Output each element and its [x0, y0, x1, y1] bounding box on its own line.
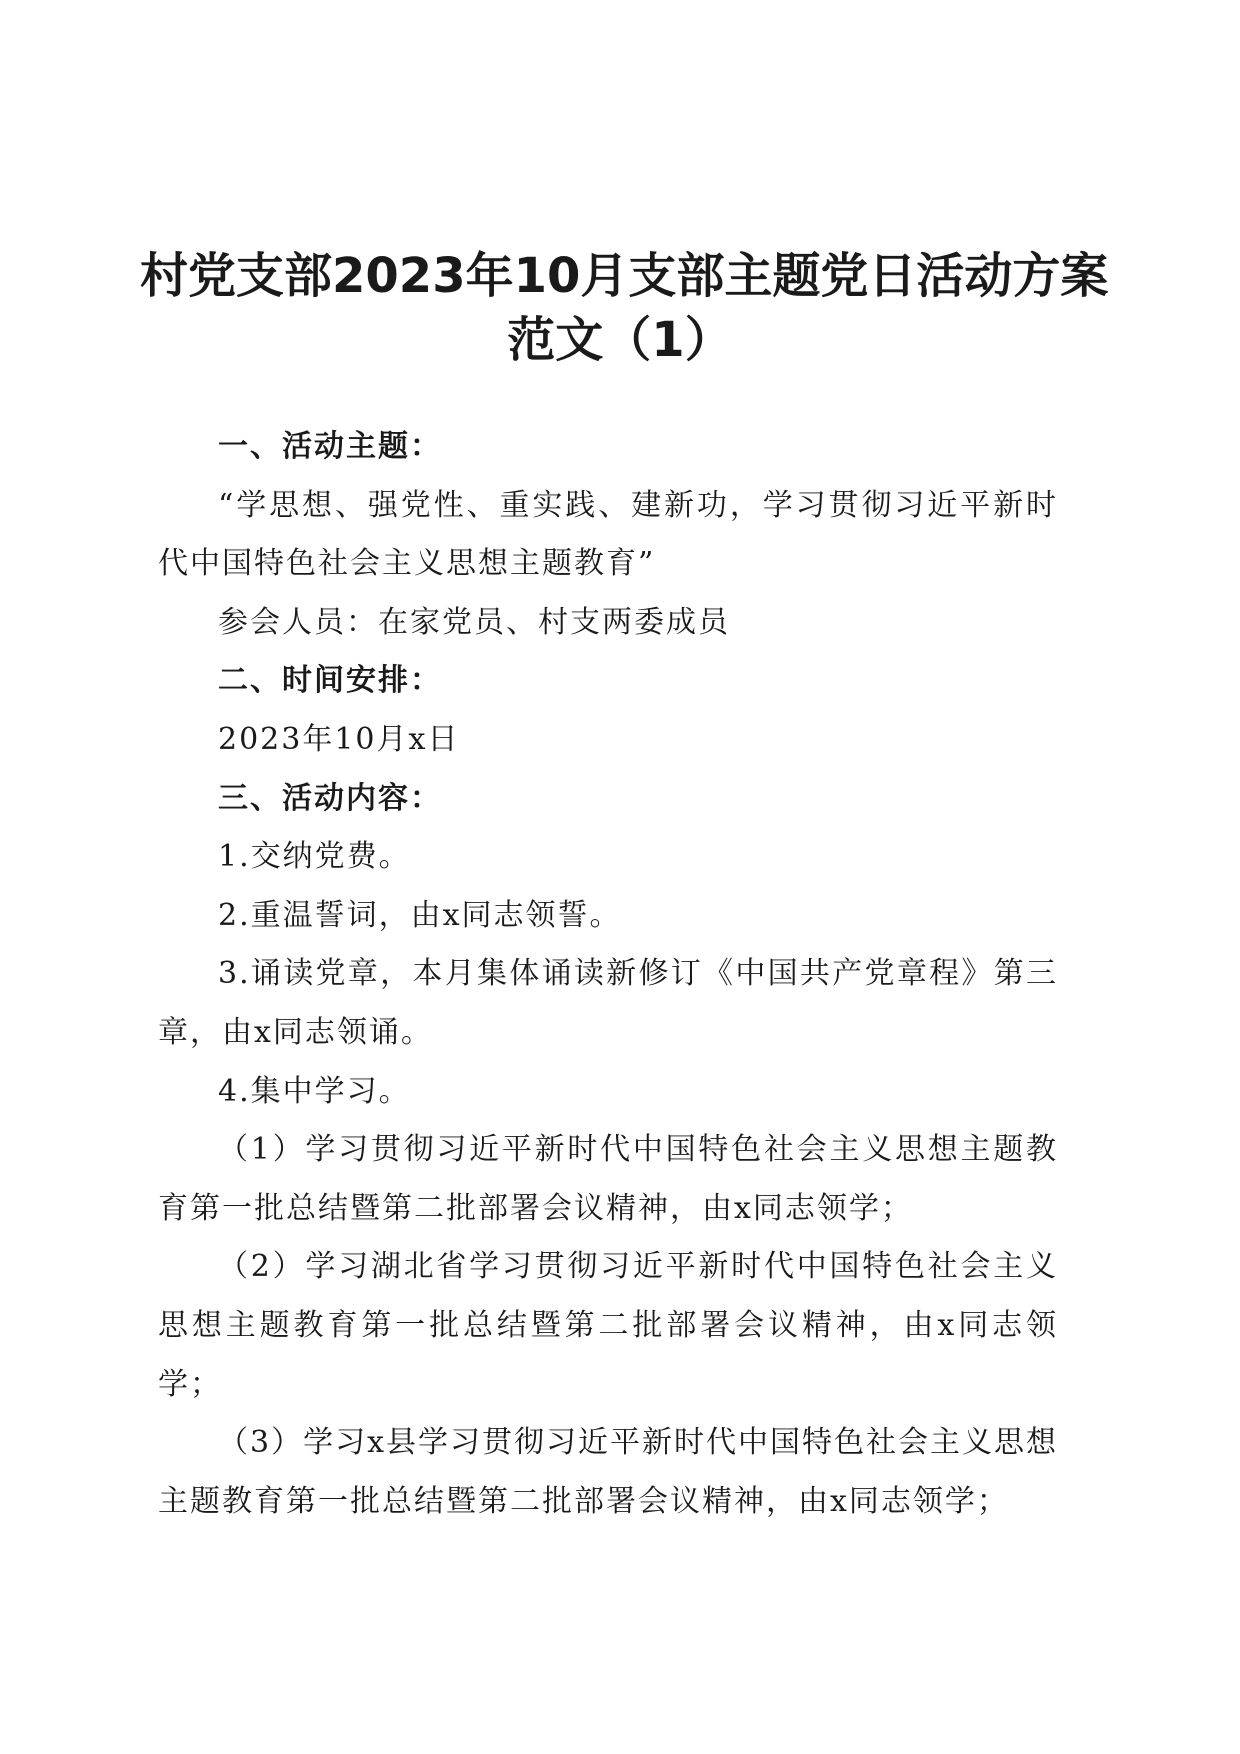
title-line-1: 村党支部2023年10月支部主题党日活动方案 [140, 248, 1109, 304]
list-item-4: 4.集中学习。 [218, 1073, 411, 1109]
sub-item-1: （1）学习贯彻习近平新时代中国特色社会主义思想主题教育第一批总结暨第二批部署会议精神，由x同志领学； [158, 1132, 1058, 1226]
list-item-3: 3.诵读党章，本月集体诵读新修订《中国共产党章程》第三章，由x同志领诵。 [158, 956, 1058, 1050]
document-title [140, 244, 1109, 372]
section-heading-schedule: 二、时间安排： [218, 663, 442, 699]
list-item-2: 2.重温誓词，由x同志领誓。 [218, 897, 622, 933]
section-heading-content: 三、活动内容： [218, 780, 442, 816]
date-paragraph: 2023年10月x日 [218, 721, 460, 757]
section-heading-theme: 一、活动主题： [218, 429, 442, 464]
document-body [158, 418, 1058, 1531]
sub-item-3: （3）学习x县学习贯彻习近平新时代中国特色社会主义思想主题教育第一批总结暨第二批部署会议精神，由x同志领学； [158, 1425, 1059, 1519]
list-item-1: 1.交纳党费。 [218, 839, 411, 875]
participants-paragraph: 参会人员：在家党员、村支两委成员 [218, 604, 730, 640]
sub-item-2: （2）学习湖北省学习贯彻习近平新时代中国特色社会主义思想主题教育第一批总结暨第二批部署会议精神，由x同志领学； [158, 1249, 1058, 1402]
title-line-2: 范文（1） [507, 312, 733, 368]
theme-paragraph: “学思想、强党性、重实践、建新功，学习贯彻习近平新时代中国特色社会主义思想主题教育” [158, 487, 1058, 582]
